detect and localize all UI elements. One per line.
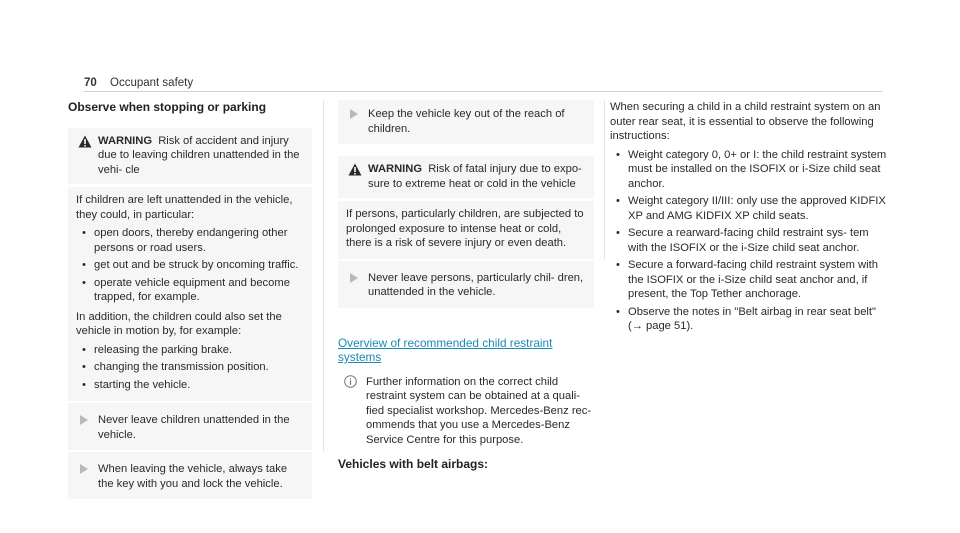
- list-item: • changing the transmission position.: [76, 360, 304, 375]
- warning-text: Risk of fatal injury due to expo- sure to extreme heat or cold in the vehicle: [368, 163, 582, 190]
- header-divider: [84, 91, 882, 92]
- warning-box: [68, 128, 312, 500]
- warning-title: WARNING: [98, 134, 153, 147]
- warning-bullets-2: [76, 343, 304, 393]
- play-arrow-icon: [350, 109, 358, 119]
- list-item: • starting the vehicle.: [76, 378, 304, 393]
- warning-header: [338, 156, 594, 199]
- warning-box: [338, 156, 594, 308]
- step-text: Keep the vehicle key out of the reach of children.: [368, 108, 565, 135]
- subheading: Vehicles with belt airbags:: [338, 457, 489, 471]
- step-text: Never leave persons, particularly chil- dren, unattended in the vehicle.: [368, 271, 584, 298]
- column-2: [338, 100, 594, 472]
- list-item: • Weight category 0, 0+ or I: the child restraint system must be installed on the ISOFIX or i-Size child seat anchor.: [610, 148, 890, 192]
- list-item: • Secure a forward-facing child restraint system with the ISOFIX or the i-Size child seat anchor and, if present, the Top Tether anchorage.: [610, 258, 890, 302]
- warning-bullets: [76, 226, 304, 305]
- step-text: When leaving the vehicle, always take the key with you and lock the vehicle.: [98, 463, 288, 490]
- list-item: • operate vehicle equipment and become trapped, for example.: [76, 276, 304, 305]
- section-title: Occupant safety: [110, 77, 194, 89]
- list-item: • get out and be struck by oncoming traffic.: [76, 258, 304, 273]
- action-step: [338, 259, 594, 308]
- column-3: [610, 100, 890, 339]
- play-arrow-icon: [80, 464, 88, 474]
- step-text: Never leave children unattended in the vehicle.: [98, 414, 290, 441]
- page-header: [84, 76, 193, 91]
- warning-body: [68, 185, 312, 401]
- warning-header: [68, 128, 312, 186]
- instructions-intro: When securing a child in a child restraint system on an outer rear seat, it is essential to observe the following instructions:: [610, 101, 881, 142]
- action-step: [68, 401, 312, 450]
- warning-text: Risk of accident and injury due to leaving children unattended in the vehi- cle: [98, 134, 300, 176]
- warning-intro-2: In addition, the children could also set the vehicle in motion by, for example:: [76, 310, 282, 337]
- note-text: Further information on the correct child restraint system can be obtained at a quali- fied specialist workshop. Mercedes-Benz rec- ommends that you use a Mercedes-Benz Service Centre for this purpose.: [366, 375, 592, 446]
- overview-link[interactable]: Overview of recommended child restraint systems: [338, 335, 553, 364]
- section-heading: Observe when stopping or parking: [68, 100, 267, 114]
- warning-triangle-icon: [78, 135, 92, 148]
- warning-title: WARNING: [368, 163, 423, 175]
- column-divider: [604, 100, 605, 260]
- column-1: [68, 100, 312, 499]
- warning-intro: If children are left unattended in the vehicle, they could, in particular:: [76, 194, 293, 221]
- list-item: • Weight category II/III: only use the approved KIDFIX XP and AMG KIDFIX XP child seats.: [610, 194, 890, 223]
- warning-triangle-icon: [348, 163, 362, 176]
- list-item: • releasing the parking brake.: [76, 343, 304, 358]
- info-icon: [344, 375, 357, 388]
- list-item: • Secure a rearward-facing child restraint sys- tem with the ISOFIX or the i-Size child seat anchor.: [610, 226, 890, 255]
- play-arrow-icon: [350, 273, 358, 283]
- list-item: • open doors, thereby endangering other persons or road users.: [76, 226, 304, 255]
- instructions-list: [610, 148, 890, 334]
- warning-body-text: If persons, particularly children, are subjected to prolonged exposure to intense heat or cold, there is a risk of severe injury or even death.: [346, 208, 584, 249]
- play-arrow-icon: [80, 415, 88, 425]
- spacer: [338, 144, 594, 156]
- step-box: [338, 100, 594, 144]
- column-divider: [323, 100, 324, 452]
- action-step: [68, 450, 312, 499]
- warning-body: [338, 199, 594, 259]
- page-number: 70: [84, 77, 97, 89]
- action-step: [338, 100, 594, 144]
- list-item: • Observe the notes in "Belt airbag in rear seat belt" (→ page 51).: [610, 305, 890, 334]
- info-note: [338, 375, 594, 448]
